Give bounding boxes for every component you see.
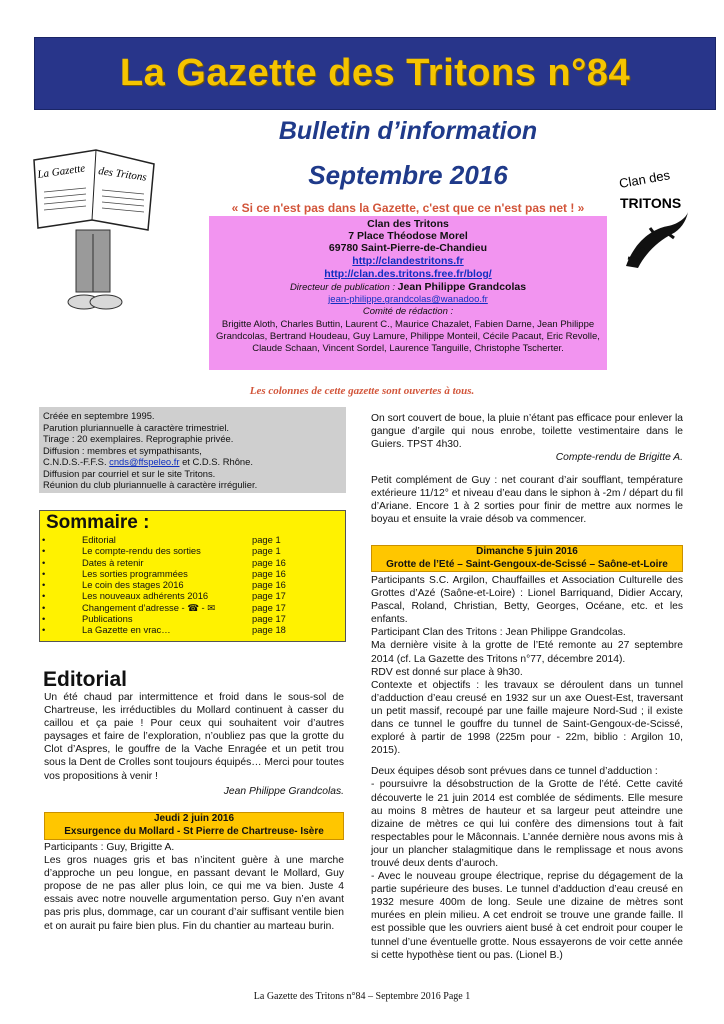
director-email-link[interactable]: jean-philippe.grandcolas@wanadoo.fr bbox=[328, 294, 488, 306]
event-header-ete bbox=[371, 545, 683, 572]
event-paragraph: Ma dernière visite à la grotte de l’Eté remonte au 27 septembre 2014 (cf. La Gazette des Tritons n°77, décembre 2014). bbox=[371, 640, 683, 665]
bullet-icon: • bbox=[42, 567, 46, 579]
bullet-icon: • bbox=[42, 579, 46, 591]
event-place: Exsurgence du Mollard - St Pierre de Chartreuse- Isère bbox=[64, 825, 324, 837]
toc-item[interactable] bbox=[40, 534, 345, 545]
editorial-signature: Jean Philippe Grandcolas. bbox=[223, 786, 344, 797]
bullet-icon: • bbox=[42, 545, 46, 557]
event-date: Dimanche 5 juin 2016 bbox=[476, 546, 578, 557]
clan-logo-image bbox=[616, 168, 692, 276]
fact-text: et C.D.S. Rhône. bbox=[179, 456, 253, 467]
toc-item-title: Editorial bbox=[82, 534, 116, 545]
toc-list bbox=[40, 534, 345, 636]
toc-item-page: page 17 bbox=[252, 590, 286, 602]
page-footer: La Gazette des Tritons n°84 – Septembre 2016 Page 1 bbox=[253, 991, 471, 1002]
fact-line: Réunion du club pluriannuelle à caractère irrégulier. bbox=[43, 479, 258, 490]
toc-item-page: page 17 bbox=[252, 601, 286, 613]
toc-item[interactable] bbox=[40, 568, 345, 579]
svg-text:Clan des: Clan des bbox=[617, 168, 672, 191]
club-address-city: 69780 Saint-Pierre-de-Chandieu bbox=[328, 242, 488, 255]
event-text: Les gros nuages gris et bas n’incitent guère à une marche d’approche un peu longue, en passant devant le Mollard, Guy propose de ne pas aller plus loin, ce qui me va bien. Juste 4 essais avec notre nouvelle argumentation perso. Guy n’en avant pas pris plus, dommage, car un courant d’air suffisant ventile bien et on aurait pu faire bien plus. Fin du chantier au marteau burin. bbox=[44, 855, 344, 932]
toc-item-title: Publications bbox=[82, 613, 133, 625]
header-banner bbox=[34, 37, 716, 110]
event-place: Grotte de l’Eté – Saint-Gengoux-de-Scissé – Saône-et-Loire bbox=[386, 558, 668, 570]
event-participants-clan: Participant Clan des Tritons : Jean Philippe Grandcolas. bbox=[371, 627, 626, 639]
toc-item[interactable] bbox=[40, 602, 345, 613]
bullet-icon: • bbox=[42, 601, 46, 613]
publication-facts-box bbox=[39, 407, 346, 493]
svg-text:La Gazette: La Gazette bbox=[36, 162, 86, 181]
cnds-email-link[interactable]: cnds@ffspeleo.fr bbox=[109, 456, 180, 467]
event-paragraph: RDV est donné sur place à 9h30. bbox=[371, 666, 523, 678]
toc-item[interactable] bbox=[40, 557, 345, 568]
fact-line: Tirage : 20 exemplaires. Reprographie privée. bbox=[43, 433, 234, 444]
bullet-icon: • bbox=[42, 613, 46, 625]
event-paragraph: - Avec le nouveau groupe électrique, reprise du dégagement de la partie supérieure des buses. Le tunnel d’adduction d’eau creusé en 1932 mesure 400m de long. Seule une dizaine de mètres sont murées en plein milieu. A cet endroit se trouve une grande faille. Il est possible que les ouvriers aient busé à cet endroit pour couper le tunnel d’une éventuelle grotte. Nous essayerons de voir cette année si cette hypothèse tient ou pas. (Lionel B.) bbox=[371, 871, 683, 961]
club-name: Clan des Tritons bbox=[367, 218, 449, 230]
event-date: Jeudi 2 juin 2016 bbox=[153, 813, 235, 824]
bullet-icon: • bbox=[42, 590, 46, 602]
toc-item-page: page 16 bbox=[252, 579, 286, 591]
event-report-mollard bbox=[44, 841, 344, 933]
bullet-icon: • bbox=[42, 556, 46, 568]
bullet-icon: • bbox=[42, 624, 46, 636]
columns-note: Les colonnes de cette gazette sont ouvertes à tous. bbox=[249, 385, 475, 397]
svg-text:des Tritons: des Tritons bbox=[97, 165, 148, 184]
event-participants: Participants : Guy, Brigitte A. bbox=[44, 842, 175, 853]
event-paragraph: Contexte et objectifs : les travaux se déroulent dans un tunnel d’adduction d’eau creusé en 1932 sur un axe Ouest-Est, traversant un petit massif, recoupé par une faille majeure Nord-Sud ; il existe dans ce tunnel le gouffre du tunnel de Saint-Gengoux-de-Scissé, exploré à partir de 1998 (225m pour - 22m, biblio : Argilon 10, 2015). bbox=[371, 679, 683, 757]
editorial-heading: Editorial bbox=[43, 668, 128, 691]
toc-item-title: Les sorties programmées bbox=[82, 567, 188, 579]
svg-text:TRITONS: TRITONS bbox=[620, 195, 682, 211]
motto-quote: « Si ce n'est pas dans la Gazette, c'est que ce n'est pas net ! » bbox=[231, 201, 585, 215]
website-link[interactable]: http://clandestritons.fr bbox=[352, 254, 464, 267]
toc-item-page: page 18 bbox=[252, 624, 286, 636]
gazette-title: La Gazette des Tritons n°84 bbox=[119, 52, 631, 94]
fact-line: Parution pluriannuelle à caractère trimestriel. bbox=[43, 421, 230, 433]
toc-item-page: page 16 bbox=[252, 567, 286, 579]
fact-line-diffusion bbox=[43, 456, 342, 468]
club-address-street: 7 Place Théodose Morel bbox=[348, 230, 468, 243]
bullet-icon: • bbox=[42, 534, 46, 545]
committee-label: Comité de rédaction : bbox=[362, 306, 454, 318]
report-continuation: On sort couvert de boue, la pluie n’étant pas efficace pour enlever la gangue d’argile qui nous enrobe, toilette vestimentaire dans le Guiers. TPST 4h30. bbox=[371, 413, 683, 451]
fact-line: Diffusion par courriel et sur le site Tritons. bbox=[43, 467, 216, 479]
committee-members: Brigitte Aloth, Charles Buttin, Laurent C., Maurice Chazalet, Fabien Darne, Jean Philippe Grandcolas, Bertrand Houdeau, Guy Lamure, Philippe Monteil, Cécile Pacaut, Eric Revolle, Claude Schaan, Vincent Sordel, Laurence Tanguille, Christophe Tscherter. bbox=[216, 318, 600, 355]
toc-item[interactable] bbox=[40, 624, 345, 635]
report-signature: Compte-rendu de Brigitte A. bbox=[555, 452, 683, 463]
blog-link[interactable]: http://clan.des.tritons.free.fr/blog/ bbox=[324, 267, 492, 280]
toc-item[interactable] bbox=[40, 579, 345, 590]
event-paragraph: Deux équipes désob sont prévues dans ce tunnel d’adduction : bbox=[371, 766, 658, 778]
table-of-contents bbox=[39, 510, 346, 642]
fact-text: C.N.D.S.-F.F.S. bbox=[43, 456, 110, 467]
toc-item-page: page 1 bbox=[252, 545, 281, 557]
event-participants: Participants S.C. Argilon, Chauffailles et Association Culturelle des Grottes d’Azé (Saône-et-Loire) : Lionel Barriquand, Didier Accary, Pascal, Roland, Christian, Betty, Georges, Océane, etc. et les enfants. bbox=[371, 575, 683, 626]
toc-item-title: Changement d’adresse - ☎ - ✉ bbox=[82, 601, 216, 613]
event-paragraph: - poursuivre la désobstruction de la Grotte de l’été. Cette cavité découverte le 21 juin 2014 est comblée de sédiments. Elle mesure au moins 8 mètres de hauteur et sa largeur peut atteindre une dizaine de mètres ce qui lui confère des dimensions tout à fait respectables pour le Mâconnais. L’année dernière nous avons mis à jour un plancher stalagmitique dans le remplissage et nous avons trouvé deux dents d’auroch. bbox=[371, 779, 683, 869]
toc-item[interactable] bbox=[40, 545, 345, 556]
sommaire-title: Sommaire : bbox=[46, 512, 150, 533]
toc-item[interactable] bbox=[40, 613, 345, 624]
toc-item-page: page 1 bbox=[252, 534, 281, 545]
toc-item-title: Le coin des stages 2016 bbox=[82, 579, 184, 591]
report-complement: Petit complément de Guy : net courant d’air soufflant, température extérieure 11/12° et niveau d’eau dans le siphon à -2m / départ du fil d’Ariane. Encore 1 à 2 sorties pour finir de mettre aux normes le boyau et ensuite la vraie désob va commencer. bbox=[371, 475, 683, 526]
issue-date: Septembre 2016 bbox=[308, 160, 508, 190]
toc-item-title: Dates à retenir bbox=[82, 556, 144, 568]
editorial-text: Un été chaud par intermittence et froid dans le sous-sol de Chartreuse, les irréductibles du Mollard continuent à casser du caillou et ça paie ! Pour ceux qui souhaitent voir d’autres paysages et faire de l’exploration, n’oubliez pas que la grotte du Clot d’Aspres, le gouffre de la Vache Enragée et un petit trou sous la Dent de Crolles sont toujours équipés… Merci pour toutes vos propositions à venir ! bbox=[44, 692, 344, 782]
director-label: Directeur de publication : bbox=[289, 282, 396, 294]
toc-item-title: Le compte-rendu des sorties bbox=[82, 545, 201, 557]
toc-item-title: Les nouveaux adhérents 2016 bbox=[82, 590, 209, 602]
toc-item-page: page 17 bbox=[252, 613, 286, 625]
event-report-ete bbox=[371, 574, 683, 962]
event-header-mollard bbox=[44, 812, 344, 840]
publisher-info-box bbox=[209, 216, 607, 370]
fact-line: Diffusion : membres et sympathisants, bbox=[43, 444, 202, 456]
toc-item[interactable] bbox=[40, 590, 345, 601]
toc-item-title: La Gazette en vrac… bbox=[82, 624, 171, 636]
director-name: Jean Philippe Grandcolas bbox=[397, 281, 527, 294]
gazette-logo-image bbox=[26, 142, 160, 322]
toc-item-page: page 16 bbox=[252, 556, 286, 568]
fact-line: Créée en septembre 1995. bbox=[43, 410, 155, 421]
bulletin-subtitle: Bulletin d’information bbox=[278, 117, 538, 145]
